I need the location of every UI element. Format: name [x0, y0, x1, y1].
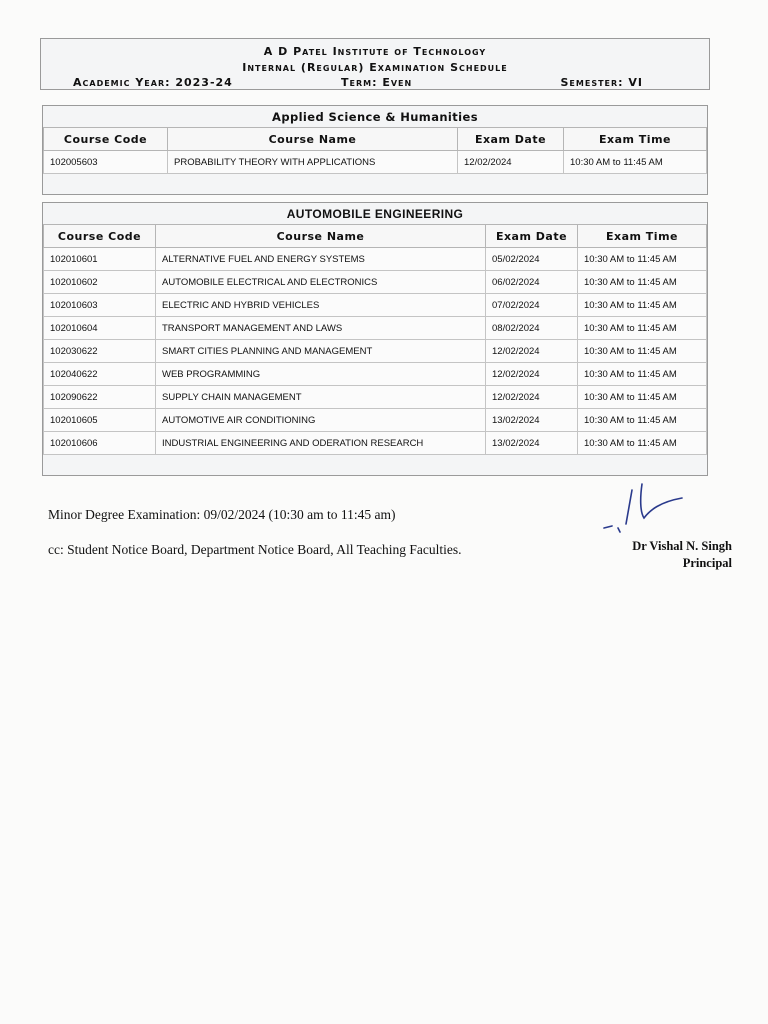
exam-date-cell: 12/02/2024: [486, 363, 578, 386]
table-row: [44, 317, 707, 340]
course-code-cell: 102010604: [44, 317, 156, 340]
exam-time-cell: 10:30 AM to 11:45 AM: [564, 151, 707, 174]
section-spacer: [43, 455, 707, 475]
exam-time-cell: 10:30 AM to 11:45 AM: [578, 317, 707, 340]
institute-name: A D Patel Institute of Technology: [263, 45, 487, 58]
academic-year: Academic Year: 2023-24: [73, 76, 233, 89]
course-name-cell: AUTOMOBILE ELECTRICAL AND ELECTRONICS: [156, 271, 486, 294]
course-code-cell: 102010606: [44, 432, 156, 455]
section-applied-science: [42, 105, 708, 195]
table-row: [44, 363, 707, 386]
exam-time-cell: 10:30 AM to 11:45 AM: [578, 271, 707, 294]
exam-date-cell: 13/02/2024: [486, 432, 578, 455]
course-name-cell: SMART CITIES PLANNING AND MANAGEMENT: [156, 340, 486, 363]
semester: Semester: VI: [560, 76, 643, 89]
schedule-header: [40, 38, 710, 90]
table-row: [44, 409, 707, 432]
course-code-cell: 102010603: [44, 294, 156, 317]
course-name-cell: ALTERNATIVE FUEL AND ENERGY SYSTEMS: [156, 248, 486, 271]
course-name-cell: AUTOMOTIVE AIR CONDITIONING: [156, 409, 486, 432]
course-code-cell: 102040622: [44, 363, 156, 386]
table-row: [44, 248, 707, 271]
exam-time-cell: 10:30 AM to 11:45 AM: [578, 363, 707, 386]
table-header-row: [44, 128, 707, 151]
minor-degree-note: Minor Degree Examination: 09/02/2024 (10:30 am to 11:45 am): [48, 507, 396, 522]
course-code-cell: 102090622: [44, 386, 156, 409]
exam-date-cell: 07/02/2024: [486, 294, 578, 317]
exam-time-cell: 10:30 AM to 11:45 AM: [578, 248, 707, 271]
course-code-cell: 102030622: [44, 340, 156, 363]
course-code-cell: 102005603: [44, 151, 168, 174]
exam-date-cell: 05/02/2024: [486, 248, 578, 271]
course-code-cell: 102010602: [44, 271, 156, 294]
exam-table: [43, 127, 707, 174]
course-code-cell: 102010605: [44, 409, 156, 432]
column-course-name: Course Name: [168, 128, 458, 151]
course-name-cell: SUPPLY CHAIN MANAGEMENT: [156, 386, 486, 409]
section-automobile-engineering: [42, 202, 708, 476]
course-name-cell: TRANSPORT MANAGEMENT AND LAWS: [156, 317, 486, 340]
signatory-title: Principal: [682, 556, 732, 570]
course-name-cell: INDUSTRIAL ENGINEERING AND ODERATION RESEARCH: [156, 432, 486, 455]
course-name-cell: ELECTRIC AND HYBRID VEHICLES: [156, 294, 486, 317]
section-title: AUTOMOBILE ENGINEERING: [286, 207, 464, 221]
table-row: [44, 340, 707, 363]
table-row: [44, 151, 707, 174]
table-row: [44, 432, 707, 455]
term: Term: Even: [341, 76, 413, 89]
column-exam-date: Exam Date: [458, 128, 564, 151]
exam-table: [43, 224, 707, 455]
exam-date-cell: 08/02/2024: [486, 317, 578, 340]
course-code-cell: 102010601: [44, 248, 156, 271]
exam-date-cell: 12/02/2024: [458, 151, 564, 174]
exam-time-cell: 10:30 AM to 11:45 AM: [578, 340, 707, 363]
signature-mark: [596, 478, 696, 538]
exam-date-cell: 06/02/2024: [486, 271, 578, 294]
column-exam-time: Exam Time: [578, 225, 707, 248]
table-row: [44, 386, 707, 409]
course-name-cell: PROBABILITY THEORY WITH APPLICATIONS: [168, 151, 458, 174]
table-row: [44, 294, 707, 317]
table-row: [44, 271, 707, 294]
cc-note: cc: Student Notice Board, Department Notice Board, All Teaching Faculties.: [48, 542, 462, 557]
exam-date-cell: 12/02/2024: [486, 386, 578, 409]
exam-time-cell: 10:30 AM to 11:45 AM: [578, 294, 707, 317]
schedule-title: Internal (Regular) Examination Schedule: [242, 61, 508, 74]
exam-time-cell: 10:30 AM to 11:45 AM: [578, 432, 707, 455]
column-exam-date: Exam Date: [486, 225, 578, 248]
table-header-row: [44, 225, 707, 248]
column-course-code: Course Code: [44, 128, 168, 151]
column-course-code: Course Code: [44, 225, 156, 248]
section-title: Applied Science & Humanities: [272, 110, 478, 124]
section-spacer: [43, 174, 707, 194]
exam-date-cell: 13/02/2024: [486, 409, 578, 432]
exam-time-cell: 10:30 AM to 11:45 AM: [578, 409, 707, 432]
column-exam-time: Exam Time: [564, 128, 707, 151]
column-course-name: Course Name: [156, 225, 486, 248]
exam-time-cell: 10:30 AM to 11:45 AM: [578, 386, 707, 409]
exam-date-cell: 12/02/2024: [486, 340, 578, 363]
course-name-cell: WEB PROGRAMMING: [156, 363, 486, 386]
signatory-name: Dr Vishal N. Singh: [632, 539, 732, 553]
